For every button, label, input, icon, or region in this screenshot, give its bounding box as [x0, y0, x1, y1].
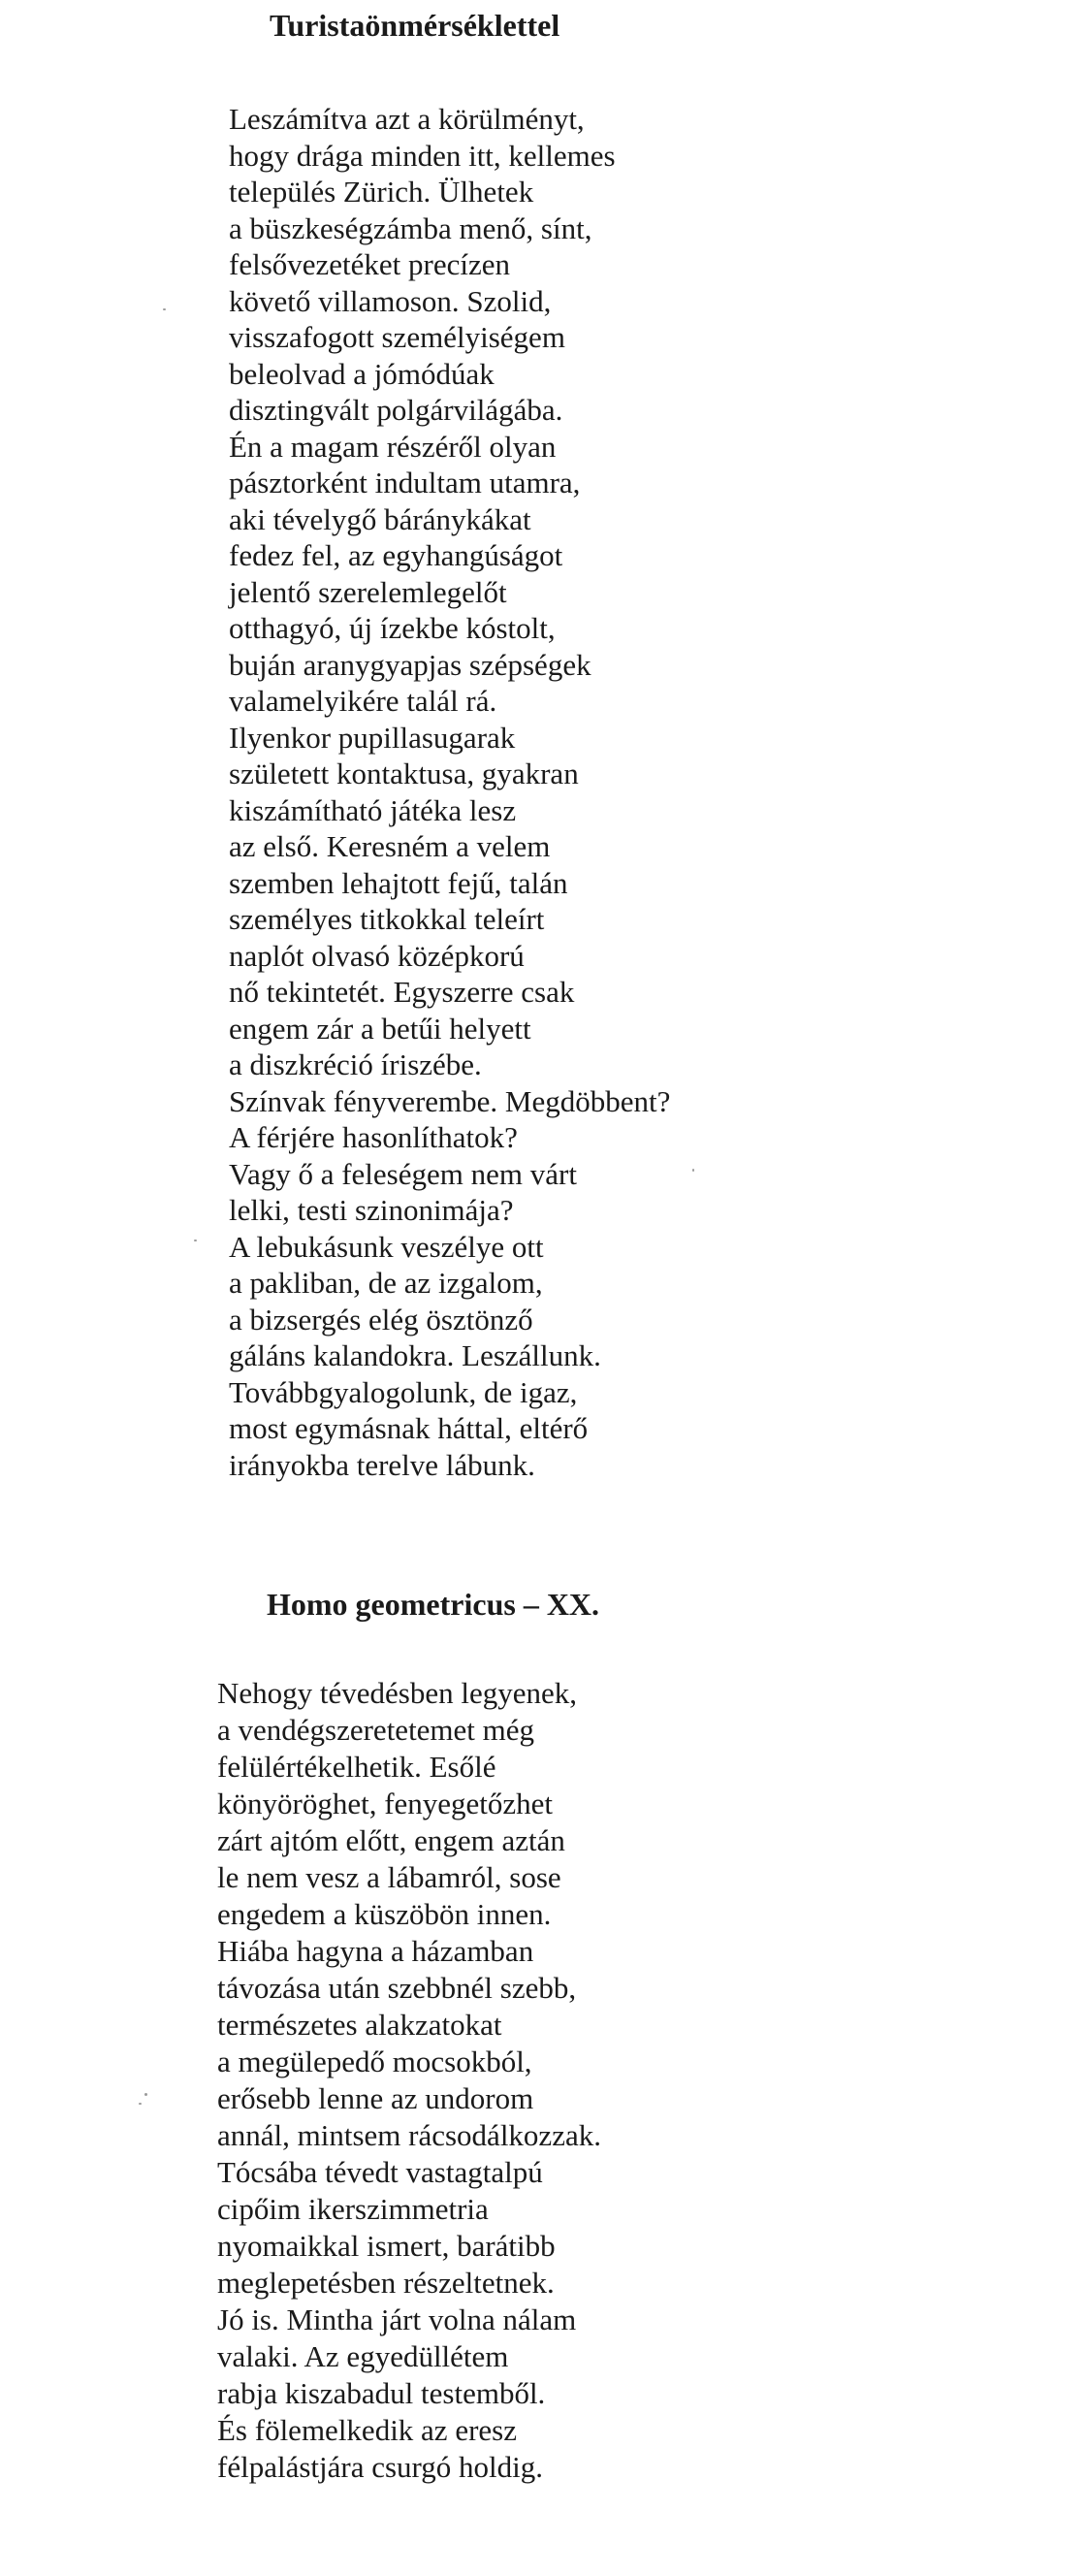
- poem-line: engem zár a betűi helyett: [229, 1011, 531, 1046]
- poem-line: A férjére hasonlíthatok?: [229, 1120, 518, 1154]
- poem-line: a vendégszeretetemet még: [217, 1713, 535, 1747]
- poem-line: Ilyenkor pupillasugarak: [229, 720, 516, 755]
- poem-line: felsővezetéket precízen: [229, 247, 511, 281]
- poem-line: félpalástjára csurgó holdig.: [217, 2450, 544, 2484]
- poem-line: zárt ajtóm előtt, engem aztán: [217, 1823, 565, 1857]
- scan-speck: [692, 1169, 694, 1172]
- poem-line: a bizsergés elég ösztönző: [229, 1302, 533, 1336]
- poem-line: engedem a küszöbön innen.: [217, 1897, 552, 1931]
- poem-line: született kontaktusa, gyakran: [229, 757, 579, 790]
- poem-line: a pakliban, de az izgalom,: [229, 1266, 543, 1300]
- poem-line: távozása után szebbnél szebb,: [217, 1971, 577, 2005]
- poem-line: szemben lehajtott fejű, talán: [229, 865, 568, 900]
- poem-line: rabja kiszabadul testemből.: [217, 2376, 546, 2410]
- scan-speck: [194, 1240, 197, 1241]
- poem-line: visszafogott személyiségem: [229, 320, 565, 354]
- poem-line: És fölemelkedik az eresz: [217, 2413, 517, 2447]
- poem-line: hogy drága minden itt, kellemes: [229, 138, 616, 173]
- poem-line: a diszkréció íriszébe.: [229, 1047, 482, 1081]
- poem-line: Nehogy tévedésben legyenek,: [217, 1676, 578, 1710]
- poem-line: kiszámítható játéka lesz: [229, 792, 517, 827]
- poem-line: Vagy ő a feleségem nem várt: [229, 1156, 577, 1191]
- poem-line: beleolvad a jómódúak: [229, 356, 495, 391]
- poem-line: disztingvált polgárvilágába.: [229, 393, 563, 427]
- poem-body: [217, 1675, 601, 2486]
- poem-line: A lebukásunk veszélye ott: [229, 1229, 544, 1264]
- poem-line: buján aranygyapjas szépségek: [229, 647, 591, 682]
- poem-line: valamelyikére talál rá.: [229, 684, 497, 718]
- poem-line: erősebb lenne az undorom: [217, 2081, 534, 2115]
- scan-speck: [139, 2103, 142, 2105]
- poem-line: Én a magam részéről olyan: [229, 429, 557, 464]
- poem-line: irányokba terelve lábunk.: [229, 1447, 535, 1482]
- poem-line: Tócsába tévedt vastagtalpú: [217, 2155, 543, 2189]
- poem-line: nyomaikkal ismert, barátibb: [217, 2229, 556, 2263]
- poem-line: valaki. Az egyedüllétem: [217, 2339, 509, 2373]
- poem-line: Hiába hagyna a házamban: [217, 1934, 534, 1968]
- scan-speck: [144, 2093, 147, 2096]
- poem-title: Turistaönmérséklettel: [270, 8, 560, 43]
- scan-speck: [163, 308, 166, 310]
- poem-line: le nem vesz a lábamról, sose: [217, 1860, 561, 1894]
- poem-line: annál, mintsem rácsodálkozzak.: [217, 2118, 601, 2152]
- poem-line: Színvak fényverembe. Megdöbbent?: [229, 1083, 671, 1118]
- poem-line: nő tekintetét. Egyszerre csak: [229, 975, 575, 1009]
- poem-line: személyes titkokkal teleírt: [229, 902, 545, 936]
- poem-line: Továbbgyalogolunk, de igaz,: [229, 1374, 578, 1409]
- poem-title: Homo geometricus – XX.: [267, 1587, 600, 1622]
- poem-line: aki tévelygő báránykákat: [229, 501, 531, 536]
- poem-line: gáláns kalandokra. Leszállunk.: [229, 1338, 601, 1372]
- poem-line: könyöröghet, fenyegetőzhet: [217, 1787, 554, 1820]
- poem-line: a büszkeségzámba menő, sínt,: [229, 210, 592, 245]
- poem-line: követő villamoson. Szolid,: [229, 283, 552, 318]
- poem-body: [229, 101, 670, 1483]
- poem-line: Jó is. Mintha járt volna nálam: [217, 2302, 577, 2336]
- poem-line: Leszámítva azt a körülményt,: [229, 102, 585, 136]
- poem-line: most egymásnak háttal, eltérő: [229, 1411, 589, 1445]
- poem-line: felülértékelhetik. Esőlé: [217, 1750, 496, 1784]
- poem-line: cipőim ikerszimmetria: [217, 2192, 489, 2226]
- poem-line: otthagyó, új ízekbe kóstolt,: [229, 611, 556, 645]
- poem-line: település Zürich. Ülhetek: [229, 175, 534, 209]
- poem-line: naplót olvasó középkorú: [229, 938, 525, 973]
- poem-line: a megülepedő mocsokból,: [217, 2045, 532, 2078]
- poem-line: lelki, testi szinonimája?: [229, 1193, 514, 1227]
- poem-line: az első. Keresném a velem: [229, 829, 551, 863]
- poem-line: meglepetésben részeltetnek.: [217, 2266, 555, 2300]
- poem-line: jelentő szerelemlegelőt: [229, 574, 507, 609]
- poem-line: természetes alakzatokat: [217, 2008, 502, 2042]
- poem-line: fedez fel, az egyhangúságot: [229, 538, 563, 572]
- poem-line: pásztorként indultam utamra,: [229, 466, 581, 499]
